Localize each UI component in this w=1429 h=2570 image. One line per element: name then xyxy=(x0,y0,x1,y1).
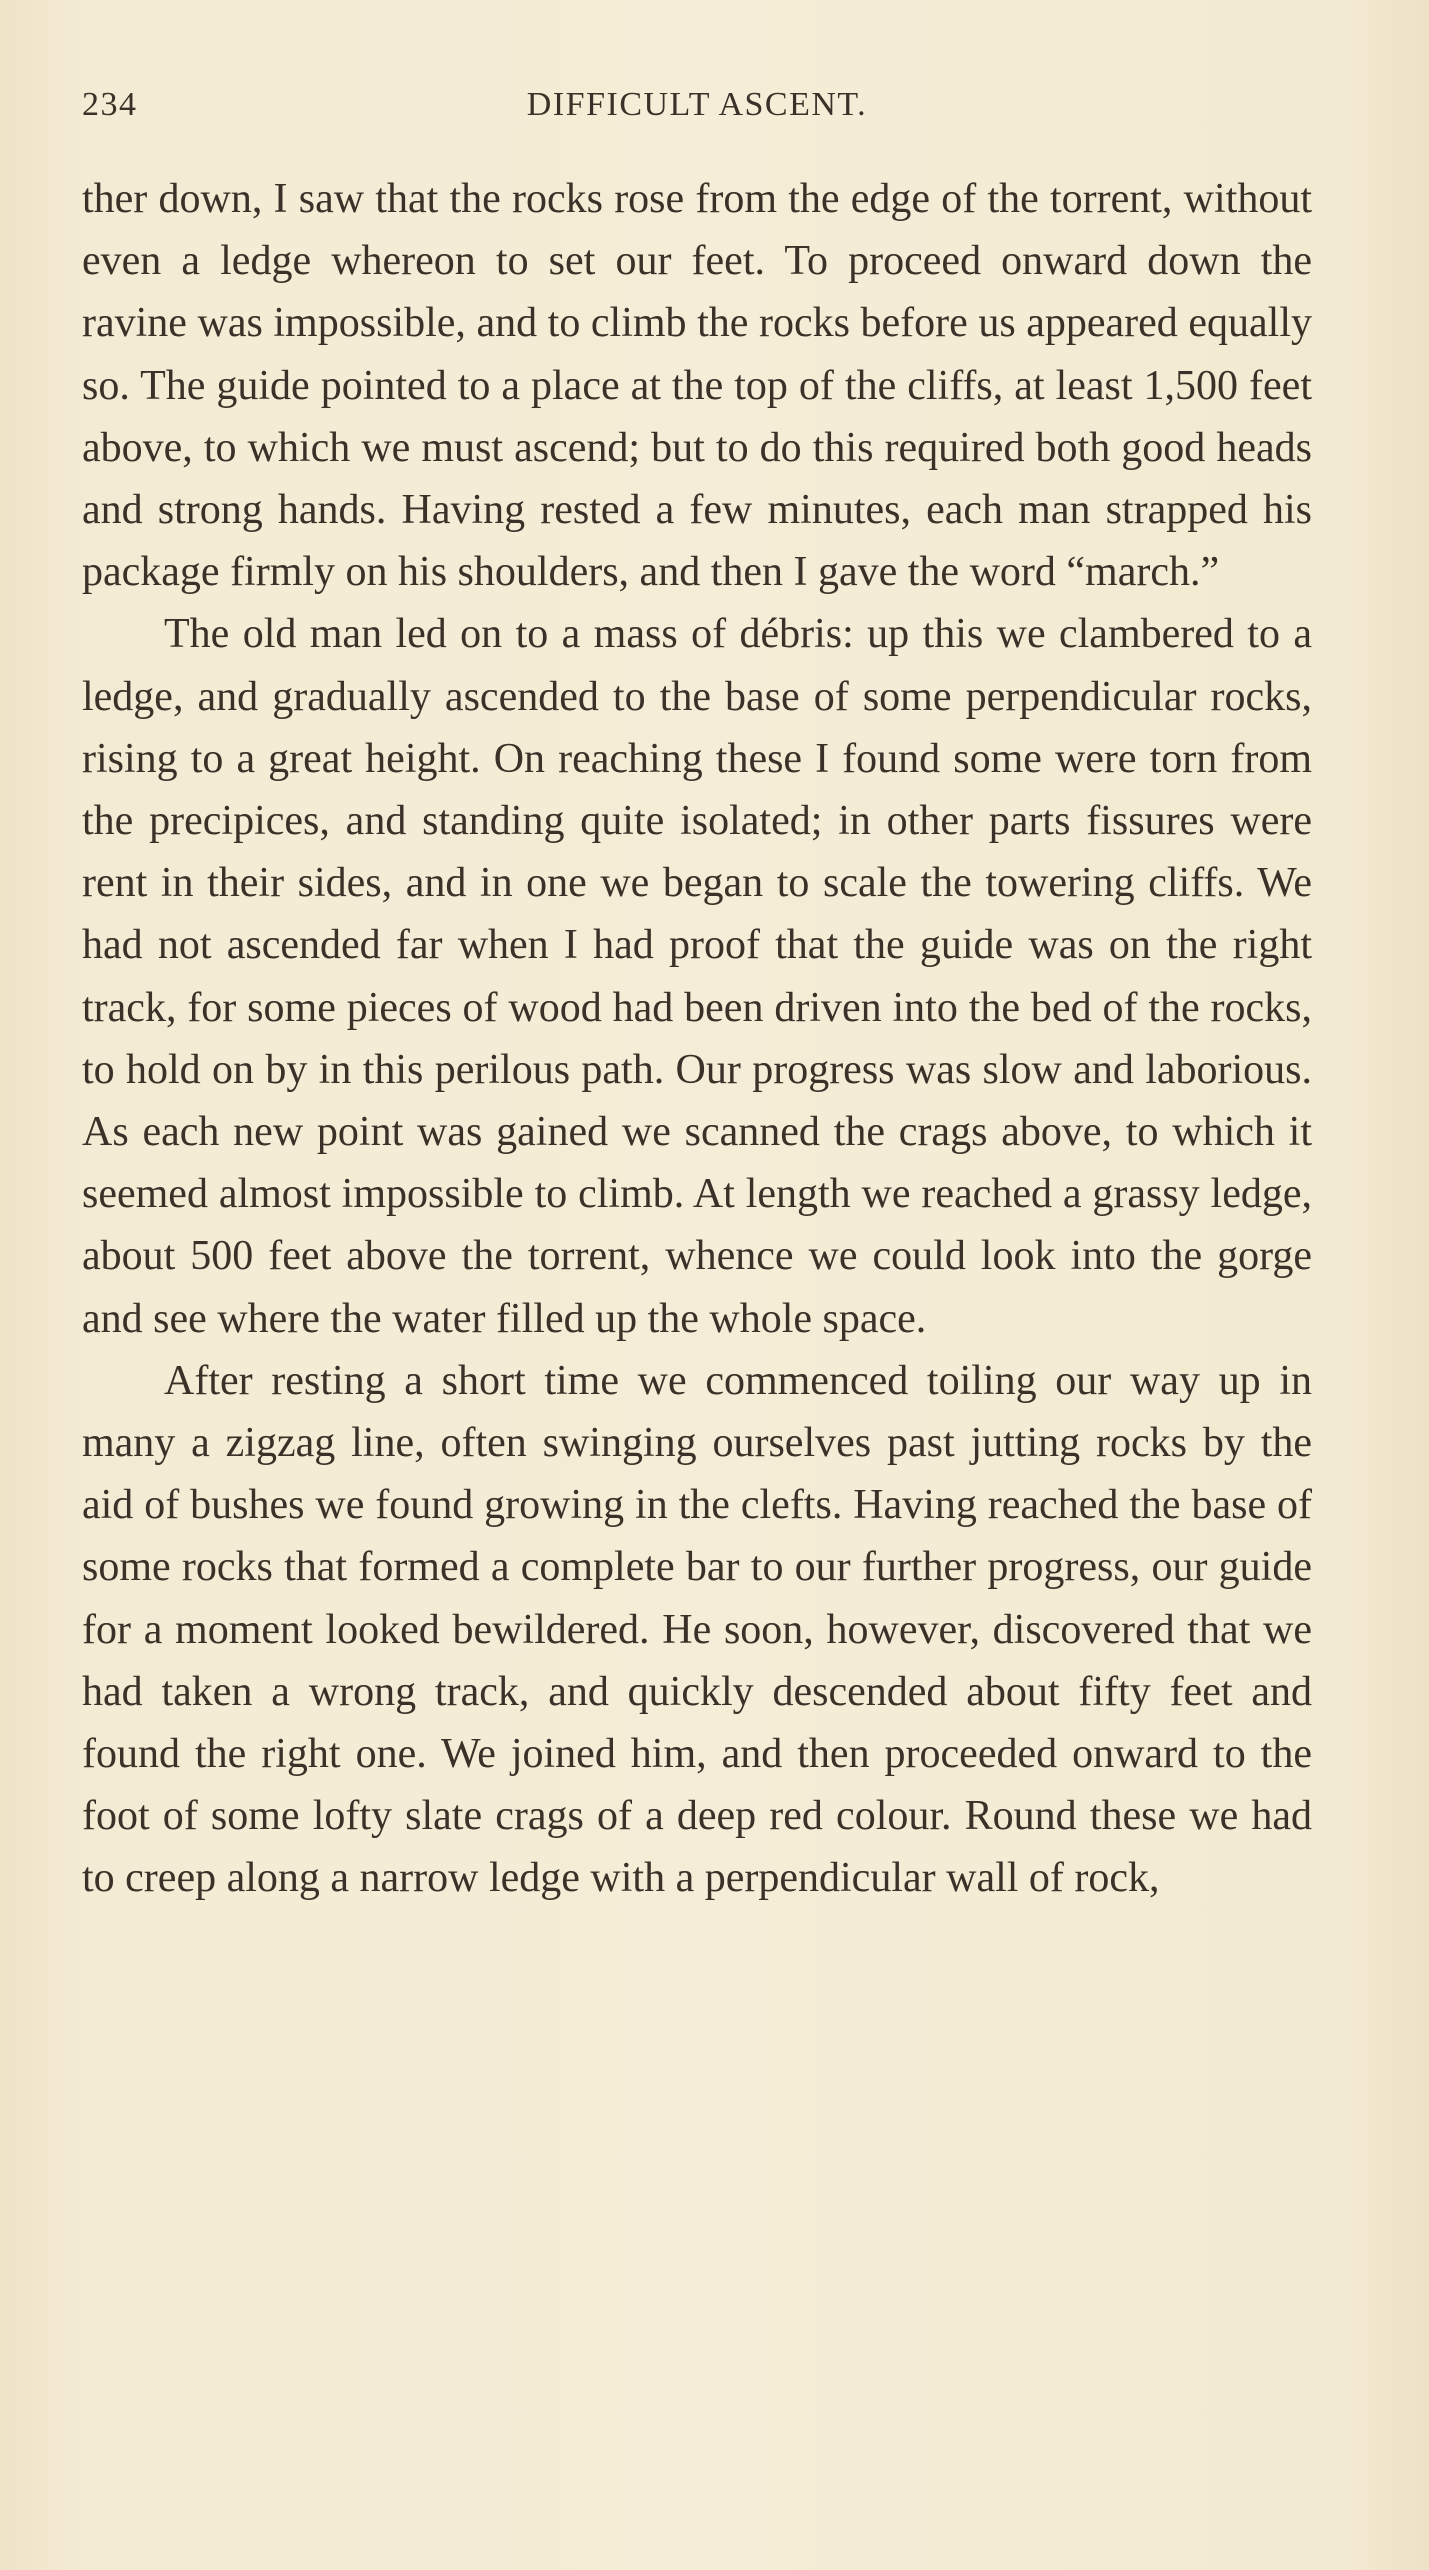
paragraph-1: ther down, I saw that the rocks rose from the edge of the torrent, without even a ledge whereon to set our feet. To proceed onward down the ravine was impossible, and to climb the rocks before us appeared equally so. The guide pointed to a place at the top of the cliffs, at least 1,500 feet above, to which we must ascend; but to do this required both good heads and strong hands. Having rested a few minutes, each man strapped his package firmly on his shoulders, and then I gave the word “march.” xyxy=(82,176,1312,596)
running-title: DIFFICULT ASCENT. xyxy=(526,86,868,123)
body-text xyxy=(82,168,1312,1910)
paragraph-3: After resting a short time we commenced toiling our way up in many a zigzag line, often swinging ourselves past jutting rocks by the aid of bushes we found growing in the clefts. Having reached the base of some rocks that formed a complete bar to our further progress, our guide for a moment looked bewildered. He soon, however, discovered that we had taken a wrong track, and quickly descended about fifty feet and found the right one. We joined him, and then proceeded onward to the foot of some lofty slate crags of a deep red colour. Round these we had to creep along a narrow ledge with a perpendicular wall of rock, xyxy=(82,1357,1312,1902)
page-number: 234 xyxy=(82,86,138,123)
paragraph-2: The old man led on to a mass of débris: up this we clambered to a ledge, and gradually ascended to the base of some perpendicular rocks, rising to a great height. On reaching these I found some were torn from the precipices, and standing quite isolated; in other parts fissures were rent in their sides, and in one we began to scale the towering cliffs. We had not ascended far when I had proof that the guide was on the right track, for some pieces of wood had been driven into the bed of the rocks, to hold on by in this perilous path. Our progress was slow and laborious. As each new point was gained we scanned the crags above, to which it seemed almost impossible to climb. At length we reached a grassy ledge, about 500 feet above the torrent, whence we could look into the gorge and see where the water filled up the whole space. xyxy=(82,611,1312,1342)
running-head xyxy=(82,86,1312,136)
